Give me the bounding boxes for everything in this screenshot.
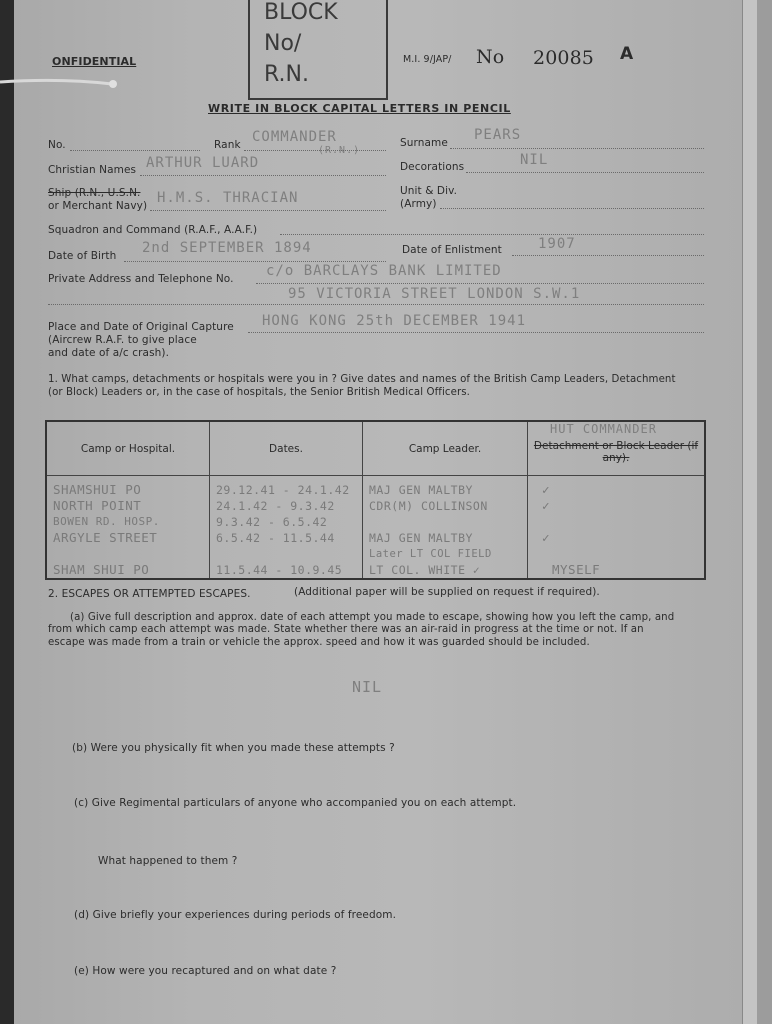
table-cell (528, 546, 704, 562)
table-cell (363, 514, 527, 530)
serial-number: 20085 (533, 47, 594, 69)
ship-value: H.M.S. THRACIAN (157, 190, 299, 206)
ship-label-line-2: or Merchant Navy) (48, 200, 148, 212)
table-cell: MYSELF (552, 562, 601, 577)
camps-table (45, 420, 706, 580)
question-2a-line-3: escape was made from a train or vehicle the approx. speed and how it was guarded should be included. (48, 637, 590, 648)
decorations-label: Decorations (400, 161, 465, 173)
header-camp-leader: Camp Leader. (363, 421, 528, 476)
question-2e: (e) How were you recaptured and on what date ? (74, 965, 337, 977)
squadron-label: Squadron and Command (R.A.F., A.A.F.) (48, 224, 258, 236)
form-instruction: WRITE IN BLOCK CAPITAL LETTERS IN PENCIL (208, 102, 511, 115)
table-cell: ARGYLE STREET (53, 530, 158, 545)
table-cell (210, 546, 362, 562)
number-symbol: No (476, 46, 505, 68)
header-dates: Dates. (210, 421, 363, 476)
date-of-birth-label: Date of Birth (48, 250, 117, 262)
table-cell (528, 514, 704, 530)
table-cell: 6.5.42 - 11.5.44 (216, 531, 335, 545)
decorations-value: NIL (520, 152, 549, 168)
unit-label-line-2: (Army) (400, 198, 437, 210)
unit-label-line-1: Unit & Div. (400, 185, 458, 197)
table-cell (47, 546, 209, 562)
table-cell: SHAM SHUI PO (53, 562, 150, 577)
ship-label-line-1: Ship (R.N., U.S.N. (48, 187, 141, 199)
question-2a-answer: NIL (352, 678, 383, 696)
table-cell: LT COL. WHITE ✓ (369, 563, 481, 577)
table-body (46, 476, 705, 580)
stamp-line-2: No/ (264, 31, 302, 56)
table-cell: 11.5.44 - 10.9.45 (216, 563, 343, 577)
surname-label: Surname (400, 137, 448, 149)
capture-value: HONG KONG 25th DECEMBER 1941 (262, 313, 527, 329)
table-cell: ✓ (542, 482, 551, 497)
table-cell: CDR(M) COLLINSON (369, 499, 488, 513)
no-label: No. (48, 139, 66, 151)
header-camp: Camp or Hospital. (46, 421, 210, 476)
leader-column (363, 476, 528, 580)
question-2c: (c) Give Regimental particulars of anyone who accompanied you on each attempt. (74, 797, 517, 809)
enlistment-label: Date of Enlistment (402, 244, 502, 256)
table-cell: 29.12.41 - 24.1.42 (216, 483, 350, 497)
question-2d: (d) Give briefly your experiences during periods of freedom. (74, 909, 397, 921)
table-cell: NORTH POINT (53, 498, 142, 513)
stamp-line-1: BLOCK (264, 0, 338, 25)
enlistment-value: 1907 (538, 236, 576, 252)
table-cell: BOWEN RD. HOSP. (53, 515, 160, 528)
question-2a-line-1: (a) Give full description and approx. date of each attempt you made to escape, showing how you left the camp, and (70, 612, 675, 623)
capture-label-line-3: and date of a/c crash). (48, 347, 170, 359)
binding-string (0, 76, 125, 88)
address-label: Private Address and Telephone No. (48, 273, 234, 285)
question-2-note: (Additional paper will be supplied on request if required). (294, 586, 600, 598)
question-1-line-2: (or Block) Leaders or, in the case of hospitals, the Senior British Medical Officers. (48, 387, 470, 398)
question-2-title: 2. ESCAPES OR ATTEMPTED ESCAPES. (48, 588, 251, 600)
serial-suffix: A (620, 44, 634, 64)
header-handwritten-note: HUT COMMANDER (550, 422, 657, 436)
table-cell: ✓ (542, 498, 551, 513)
stamp-line-3: R.N. (264, 62, 309, 87)
table-cell: 24.1.42 - 9.3.42 (216, 499, 335, 513)
block-column (528, 476, 706, 580)
table-cell: MAJ GEN MALTBY (369, 531, 473, 545)
table-cell: SHAMSHUI PO (53, 482, 142, 497)
christian-names-value: ARTHUR LUARD (146, 155, 260, 171)
reference-label: M.I. 9/JAP/ (403, 54, 452, 65)
question-2b: (b) Were you physically fit when you made these attempts ? (72, 742, 395, 754)
table-cell: MAJ GEN MALTBY (369, 483, 473, 497)
header-block-leader (528, 421, 706, 476)
camp-column (46, 476, 210, 580)
rank-value: COMMANDER (252, 129, 337, 145)
table-cell: Later LT COL FIELD (369, 548, 492, 560)
christian-names-label: Christian Names (48, 164, 137, 176)
surname-value: PEARS (474, 127, 522, 143)
address-line-1: c/o BARCLAYS BANK LIMITED (266, 263, 502, 279)
capture-label-line-2: (Aircrew R.A.F. to give place (48, 334, 197, 346)
question-1-line-1: 1. What camps, detachments or hospitals were you in ? Give dates and names of the British Camp Leaders, Detachment (48, 374, 676, 385)
date-of-birth-value: 2nd SEPTEMBER 1894 (142, 240, 312, 256)
capture-label-line-1: Place and Date of Original Capture (48, 321, 234, 333)
rank-note: (R.N.) (318, 145, 361, 156)
rank-label: Rank (214, 139, 241, 151)
question-2c-followup: What happened to them ? (98, 855, 238, 867)
table-cell: ✓ (542, 530, 551, 545)
header-block-leader-text: Detachment or Block Leader (if any). (533, 440, 699, 464)
confidential-label: ONFIDENTIAL (52, 55, 137, 68)
block-stamp (248, 0, 388, 100)
table-cell: 9.3.42 - 6.5.42 (216, 515, 328, 529)
table-header-row (46, 421, 705, 476)
question-2a-line-2: from which camp each attempt was made. State whether there was an air-raid in progress at the time or not. If an (48, 624, 644, 635)
address-line-2: 95 VICTORIA STREET LONDON S.W.1 (288, 286, 581, 302)
dates-column (210, 476, 363, 580)
